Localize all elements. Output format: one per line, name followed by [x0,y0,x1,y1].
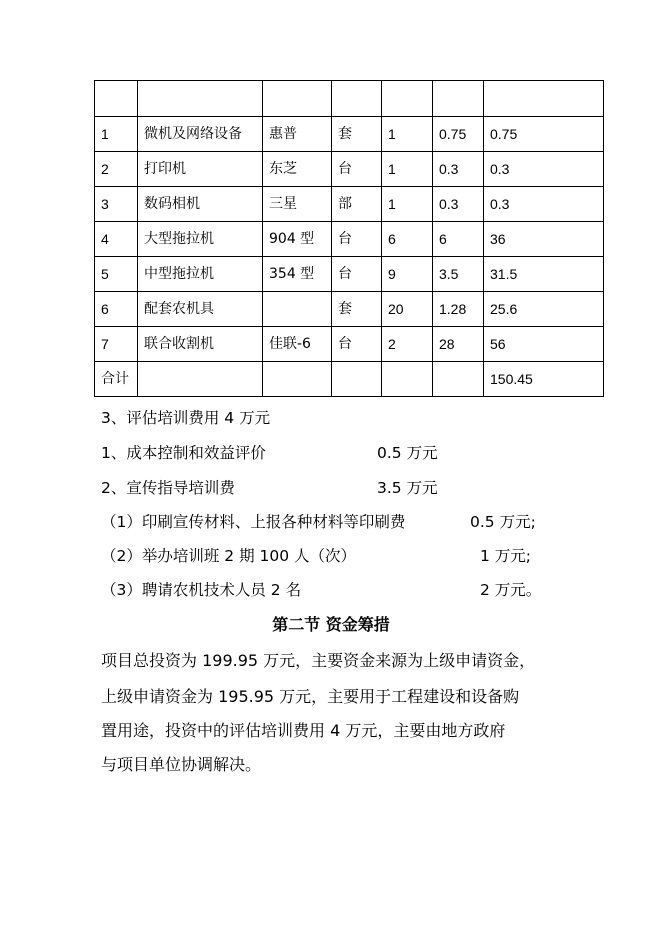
table-total-row [95,362,604,397]
quantity: 20 [382,292,433,327]
unit-price: 0.3 [433,152,484,187]
publicity-training-line: 2、宣传指导培训费 [101,479,235,497]
quantity: 2 [382,327,433,362]
amount: 25.6 [484,292,604,327]
table-cell [95,81,138,117]
cost-control-amount: 0.5 万元 [377,444,438,462]
paragraph-line: 上级申请资金为 195.95 万元，主要用于工程建设和设备购 [101,687,520,706]
amount: 0.3 [484,152,604,187]
unit-price: 1.28 [433,292,484,327]
table-row [95,117,604,152]
table-cell [332,362,382,397]
row-number: 1 [95,117,138,152]
table-row [95,152,604,187]
printing-cost-amount: 0.5 万元; [470,513,536,531]
table-header-row [95,81,604,117]
table-row [95,257,604,292]
item-name: 数码相机 [138,187,263,222]
unit-price: 3.5 [433,257,484,292]
item-name: 微机及网络设备 [138,117,263,152]
unit: 套 [332,117,382,152]
table-cell [433,362,484,397]
technician-line: （3）聘请农机技术人员 2 名 [101,581,302,599]
unit: 台 [332,327,382,362]
cost-control-line: 1、成本控制和效益评价 [101,444,266,462]
unit-price: 28 [433,327,484,362]
item-name: 大型拖拉机 [138,222,263,257]
table-row [95,327,604,362]
item-name: 联合收割机 [138,327,263,362]
paragraph-line: 项目总投资为 199.95 万元，主要资金来源为上级申请资金， [101,651,536,670]
total-label: 合计 [95,362,138,397]
table-row [95,292,604,327]
amount: 0.75 [484,117,604,152]
table-row [95,222,604,257]
equipment-cost-table [94,80,604,397]
unit-price: 0.75 [433,117,484,152]
quantity: 1 [382,187,433,222]
paragraph-line: 与项目单位协调解决。 [101,755,262,774]
brand-model: 佳联-6 [263,327,332,362]
table-cell [138,81,263,117]
table-cell [332,81,382,117]
unit: 台 [332,222,382,257]
row-number: 6 [95,292,138,327]
table-cell [382,81,433,117]
table-body [95,81,604,397]
unit: 部 [332,187,382,222]
training-cost-line: 3、评估培训费用 4 万元 [101,409,271,427]
quantity: 6 [382,222,433,257]
table-cell [138,362,263,397]
training-class-line: （2）举办培训班 2 期 100 人（次） [101,547,357,565]
unit: 台 [332,257,382,292]
table-cell [433,81,484,117]
row-number: 2 [95,152,138,187]
quantity: 1 [382,117,433,152]
brand-model: 904 型 [263,222,332,257]
unit-price: 6 [433,222,484,257]
row-number: 3 [95,187,138,222]
unit: 套 [332,292,382,327]
section-heading: 第二节 资金筹措 [272,615,390,634]
row-number: 7 [95,327,138,362]
item-name: 中型拖拉机 [138,257,263,292]
item-name: 配套农机具 [138,292,263,327]
unit-price: 0.3 [433,187,484,222]
row-number: 5 [95,257,138,292]
printing-cost-line: （1）印刷宣传材料、上报各种材料等印刷费 [101,513,406,531]
paragraph-line: 置用途，投资中的评估培训费用 4 万元，主要由地方政府 [101,721,506,740]
publicity-training-amount: 3.5 万元 [377,479,438,497]
table-cell [382,362,433,397]
amount: 0.3 [484,187,604,222]
table-cell [484,81,604,117]
brand-model: 354 型 [263,257,332,292]
brand-model: 惠普 [263,117,332,152]
quantity: 9 [382,257,433,292]
unit: 台 [332,152,382,187]
brand-model: 东芝 [263,152,332,187]
amount: 56 [484,327,604,362]
amount: 36 [484,222,604,257]
row-number: 4 [95,222,138,257]
technician-amount: 2 万元。 [480,581,542,599]
table-cell [263,81,332,117]
training-class-amount: 1 万元; [480,547,532,565]
brand-model [263,292,332,327]
brand-model: 三星 [263,187,332,222]
table-row [95,187,604,222]
amount: 31.5 [484,257,604,292]
total-amount: 150.45 [484,362,604,397]
quantity: 1 [382,152,433,187]
item-name: 打印机 [138,152,263,187]
table-cell [263,362,332,397]
